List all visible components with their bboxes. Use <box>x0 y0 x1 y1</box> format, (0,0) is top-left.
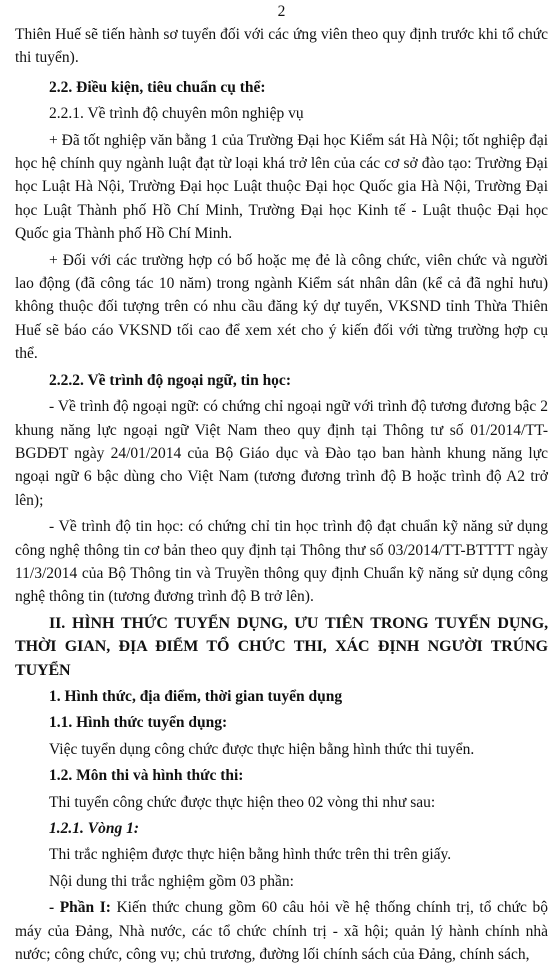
heading-1: 1. Hình thức, địa điểm, thời gian tuyển dụng <box>49 687 343 705</box>
paragraph-special-cases: + Đối với các trường hợp có bố hoặc mẹ đẻ là công chức, viên chức và người lao động (đã công tác 10 năm) trong ngành Kiểm sát nhân dân (kể cả đã nghỉ hưu) không thuộc đối tượng trên có nhu cầu đăng ký dự tuyển, VKSND tỉnh Thừa Thiên Huế sẽ báo cáo VKSND tối cao để xem xét cho ý kiến đối với từng trường hợp cụ thể. <box>15 251 548 363</box>
heading-section-II: II. HÌNH THỨC TUYỂN DỤNG, ƯU TIÊN TRONG TUYỂN DỤNG, THỜI GIAN, ĐỊA ĐIỂM TỔ CHỨC THI, XÁC ĐỊNH NGƯỜI TRÚNG TUYỂN <box>15 614 548 679</box>
part-1-label: - Phần I: <box>49 899 111 917</box>
paragraph-foreign-language: - Về trình độ ngoại ngữ: có chứng chỉ ngoại ngữ với trình độ tương đương bậc 2 khung năng lực ngoại ngữ Việt Nam theo quy định tại Thông tư số 01/2014/TT-BGDĐT ngày 24/01/2014 của Bộ Giáo dục và Đào tạo ban hành khung năng lực ngoại ngữ 6 bậc dùng cho Việt Nam (tương đương trình độ B hoặc trình độ A2 trở lên); <box>15 398 548 509</box>
heading-2-2-1: 2.2.1. Về trình độ chuyên môn nghiệp vụ <box>49 105 304 123</box>
heading-2-2-2: 2.2.2. Về trình độ ngoại ngữ, tin học: <box>49 371 291 389</box>
heading-1-2: 1.2. Môn thi và hình thức thi: <box>49 767 244 785</box>
part-1-text: Kiến thức chung gồm 60 câu hỏi về hệ thống chính trị, tổ chức bộ máy của Đảng, Nhà nước, các tổ chức chính trị - xã hội; quản lý hành chính nhà nước; công chức, công vụ; chủ trương, đường lối chính sách của Đảng, chính sách, <box>15 899 548 964</box>
paragraph-exam-rounds: Thi tuyển công chức được thực hiện theo 02 vòng thi như sau: <box>49 793 436 811</box>
heading-1-2-1: 1.2.1. Vòng 1: <box>49 820 139 837</box>
heading-1-1: 1.1. Hình thức tuyển dụng: <box>49 714 228 732</box>
paragraph-degree-requirements: + Đã tốt nghiệp văn bằng 1 của Trường Đại học Kiểm sát Hà Nội; tốt nghiệp đại học hệ chính quy ngành luật đạt từ loại khá trở lên của các cơ sở đào tạo: Trường Đại học Luật Hà Nội, Trường Đại học Luật thuộc Đại học Quốc gia Hà Nội, Trường Đại học Luật Thành phố Hồ Chí Minh, Trường Đại học Kinh tế - Luật thuộc Đại học Quốc gia Thành phố Hồ Chí Minh. <box>15 131 548 243</box>
heading-2-2: 2.2. Điều kiện, tiêu chuẩn cụ thể: <box>49 78 266 96</box>
paragraph-exam-content: Nội dung thi trắc nghiệm gồm 03 phần: <box>49 872 294 890</box>
page-number: 2 <box>277 3 286 20</box>
paragraph-recruitment-form: Việc tuyển dụng công chức được thực hiện bằng hình thức thi tuyển. <box>49 740 475 758</box>
paragraph-part-1 <box>15 896 548 966</box>
paragraph-intro: Thiên Huế sẽ tiến hành sơ tuyển đối với các ứng viên theo quy định trước khi tổ chức thi tuyển). <box>15 26 548 67</box>
paragraph-exam-method: Thi trắc nghiệm được thực hiện bằng hình thức trên thi trên giấy. <box>49 846 452 864</box>
paragraph-it-skills: - Về trình độ tin học: có chứng chỉ tin học trình độ đạt chuẩn kỹ năng sử dụng công nghệ thông tin cơ bản theo quy định tại Thông thư số 03/2014/TT-BTTTT ngày 11/3/2014 của Bộ Thông tin và Truyền thông quy định Chuẩn kỹ năng sử dụng công nghệ thông tin (tương đương trình độ B trở lên). <box>15 518 548 606</box>
